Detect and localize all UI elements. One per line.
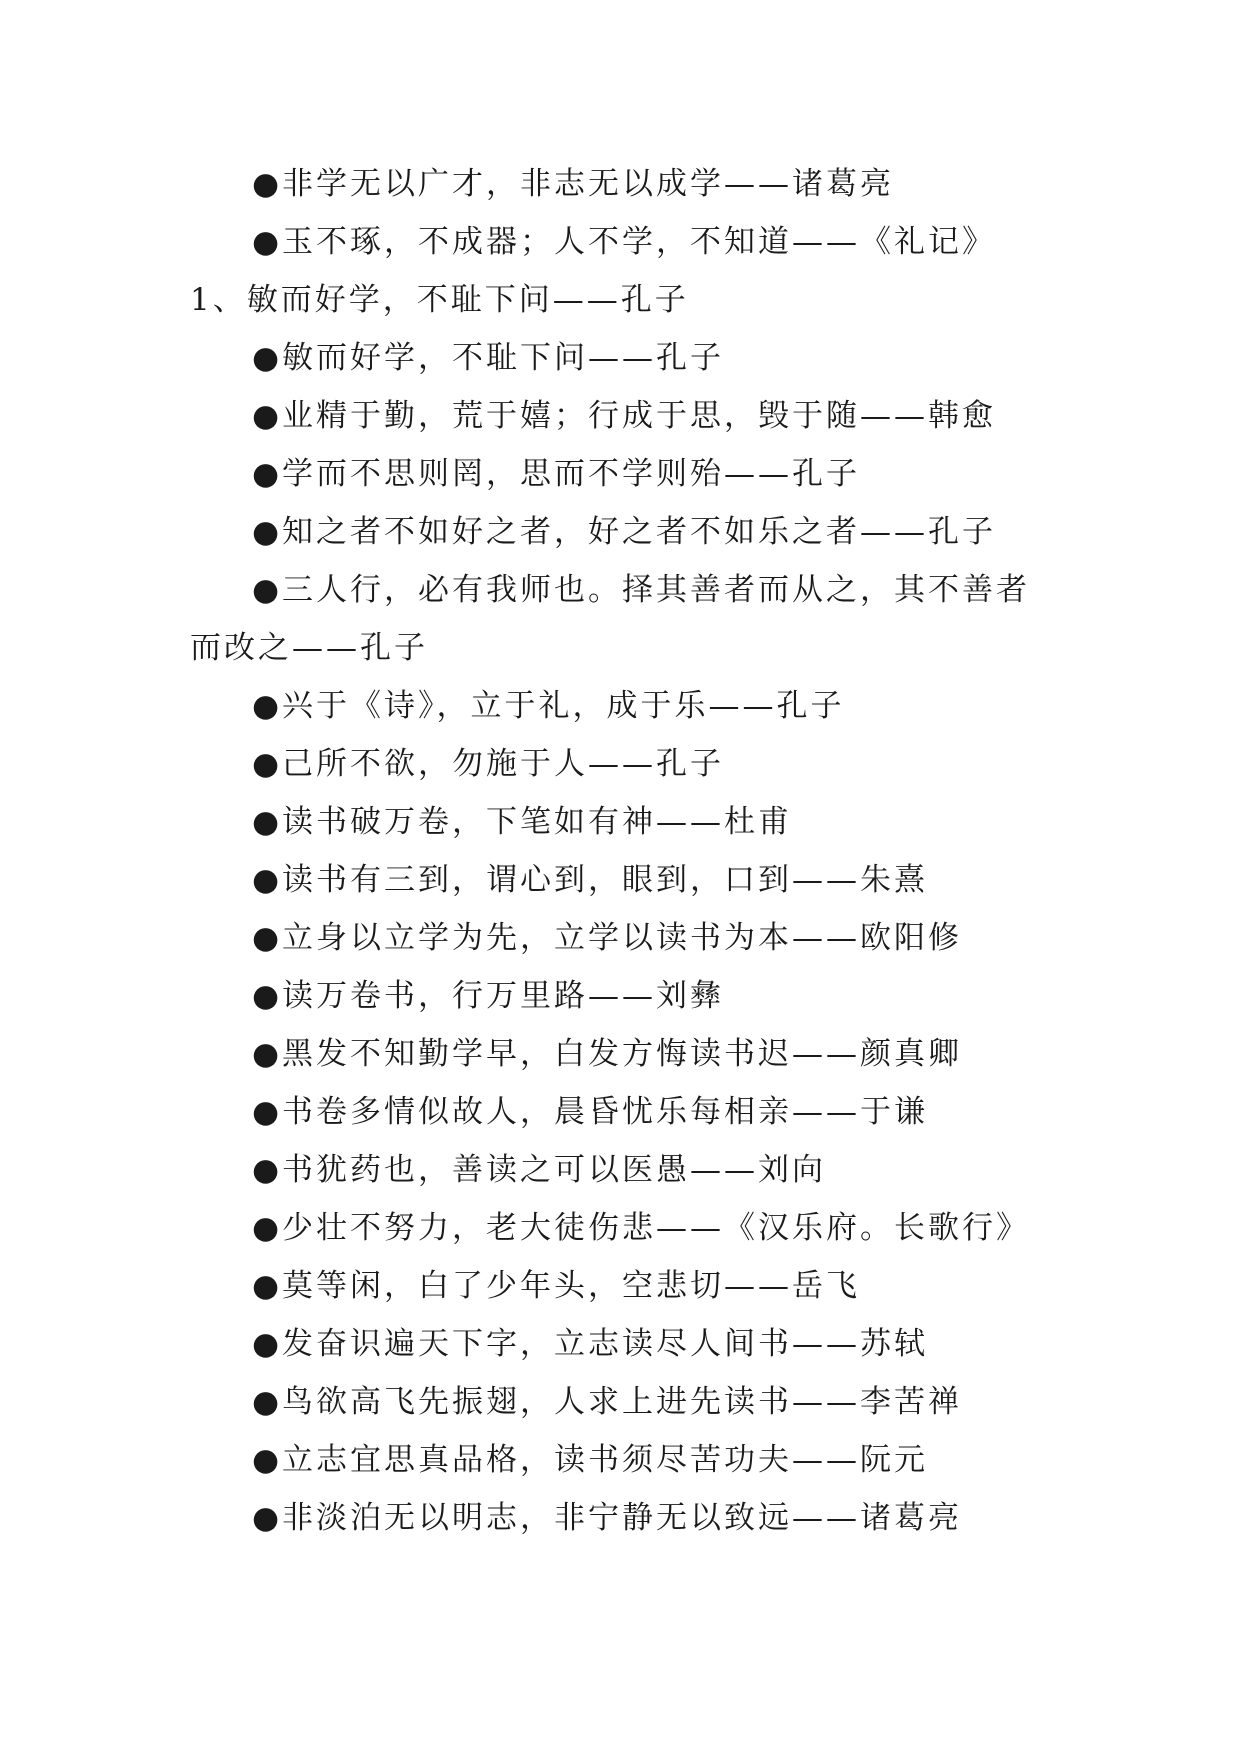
quote-paragraph: ●兴于《诗》，立于礼，成于乐——孔子	[252, 688, 845, 724]
quote-paragraph: ●立志宜思真品格，读书须尽苦功夫——阮元	[252, 1442, 929, 1478]
quote-paragraph: ●非学无以广才，非志无以成学——诸葛亮	[252, 166, 895, 202]
quote-paragraph: ●鸟欲高飞先振翅，人求上进先读书——李苦禅	[252, 1384, 963, 1420]
quote-paragraph: ●业精于勤，荒于嬉；行成于思，毁于随——韩愈	[252, 398, 997, 434]
quote-paragraph: ●读书有三到，谓心到，眼到，口到——朱熹	[252, 862, 929, 898]
quote-paragraph: ●黑发不知勤学早，白发方悔读书迟——颜真卿	[252, 1036, 963, 1072]
quote-paragraph: ●少壮不努力，老大徒伤悲——《汉乐府。长歌行》	[252, 1210, 1031, 1246]
quote-paragraph: ●三人行，必有我师也。择其善者而从之，其不善者而改之——孔子	[190, 572, 1031, 666]
quote-paragraph: ●读书破万卷，下笔如有神——杜甫	[252, 804, 793, 840]
quote-paragraph: ●发奋识遍天下字，立志读尽人间书——苏轼	[252, 1326, 929, 1362]
quote-paragraph: ●读万卷书，行万里路——刘彝	[252, 978, 725, 1014]
quote-paragraph: ●书卷多情似故人，晨昏忧乐每相亲——于谦	[252, 1094, 929, 1130]
quote-paragraph: ●敏而好学，不耻下问——孔子	[252, 340, 725, 376]
quote-paragraph: ●知之者不如好之者，好之者不如乐之者——孔子	[252, 514, 997, 550]
quote-paragraph: ●玉不琢，不成器；人不学，不知道——《礼记》1、敏而好学，不耻下问——孔子	[190, 224, 997, 318]
quote-paragraph: ●学而不思则罔，思而不学则殆——孔子	[252, 456, 861, 492]
quote-paragraph: ●非淡泊无以明志，非宁静无以致远——诸葛亮	[252, 1500, 963, 1536]
quote-paragraph: ●己所不欲，勿施于人——孔子	[252, 746, 725, 782]
quote-paragraph: ●书犹药也，善读之可以医愚——刘向	[252, 1152, 827, 1188]
quote-paragraph: ●莫等闲，白了少年头，空悲切——岳飞	[252, 1268, 861, 1304]
quote-list	[190, 155, 1050, 1547]
quote-paragraph: ●立身以立学为先，立学以读书为本——欧阳修	[252, 920, 963, 956]
